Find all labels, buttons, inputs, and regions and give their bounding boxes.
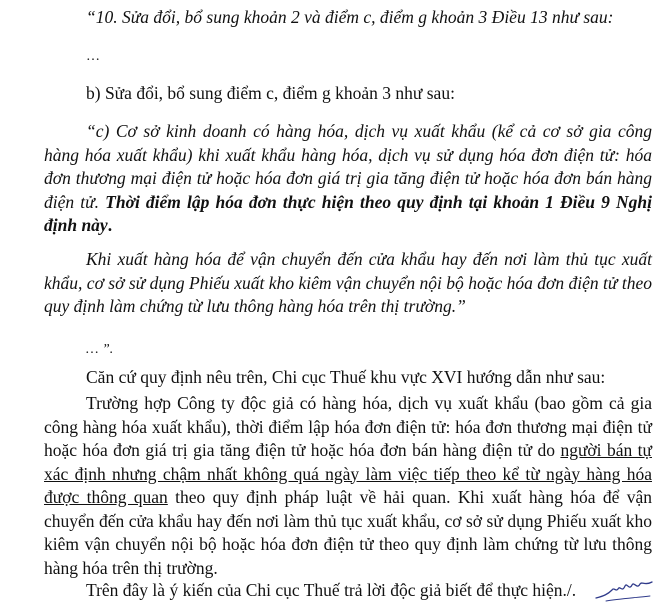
ellipsis-line: … xyxy=(86,49,100,64)
closing-ellipsis: … ”. xyxy=(86,342,114,357)
closing-statement: Trên đây là ý kiến của Chi cục Thuế trả lời độc giả biết để thực hiện./. xyxy=(86,580,577,600)
point-c-bold-text: Thời điểm lập hóa đơn thực hiện theo quy định tại khoản 1 Điều 9 Nghị định này xyxy=(44,191,652,235)
guidance-text-end: theo quy định pháp luật về hải quan. Khi xuất hàng hóa để vận chuyển đến cửa khẩu hay đến nơi làm thủ tục xuất khẩu, cơ sở sử dụng Phiếu xuất kho kiêm vận chuyển nội bộ hoặc hóa đơn điện tử theo quy định làm chứng từ lưu thông hàng hóa trên thị trường. xyxy=(44,487,652,578)
guidance-text-start: Trường hợp Công ty độc giả có hàng hóa, dịch vụ xuất khẩu (bao gồm cả gia công hàng hóa xuất khẩu), thời điểm lập hóa đơn điện tử: hóa đơn thương mại điện tử hoặc hóa đơn giá trị gia tăng điện tử hoặc hóa đơn bán hàng điện tử do xyxy=(44,393,652,460)
export-transport-paragraph: Khi xuất hàng hóa để vận chuyển đến cửa khẩu hay đến nơi làm thủ tục xuất khẩu, cơ sở sử dụng Phiếu xuất kho kiêm vận chuyển nội bộ hoặc hóa đơn điện tử theo quy định làm chứng từ lưu thông hàng hóa trên thị trường.” xyxy=(44,249,652,316)
amendment-heading: “10. Sửa đổi, bổ sung khoản 2 và điểm c, điểm g khoản 3 Điều 13 như sau: xyxy=(86,7,614,27)
handwritten-signature xyxy=(594,574,654,604)
point-c-end: . xyxy=(107,215,113,235)
point-c-paragraph xyxy=(44,120,652,238)
guidance-paragraph xyxy=(44,392,652,580)
point-c-text: “c) Cơ sở kinh doanh có hàng hóa, dịch vụ xuất khẩu (kể cả cơ sở gia công hàng hóa xuất khẩu) khi xuất khẩu hàng hóa, dịch vụ sử dụng hóa đơn điện tử: hóa đơn thương mại điện tử hoặc hóa đơn giá trị gia tăng điện tử hoặc hóa đơn bán hàng điện tử. xyxy=(44,121,652,212)
guidance-intro: Căn cứ quy định nêu trên, Chi cục Thuế khu vực XVI hướng dẫn như sau: xyxy=(86,367,606,387)
sub-point-b: b) Sửa đổi, bổ sung điểm c, điểm g khoản 3 như sau: xyxy=(86,83,455,103)
guidance-underlined-text: người bán tự xác định nhưng chậm nhất không quá ngày làm việc tiếp theo kể từ ngày hàng hóa được thông quan xyxy=(44,440,652,507)
